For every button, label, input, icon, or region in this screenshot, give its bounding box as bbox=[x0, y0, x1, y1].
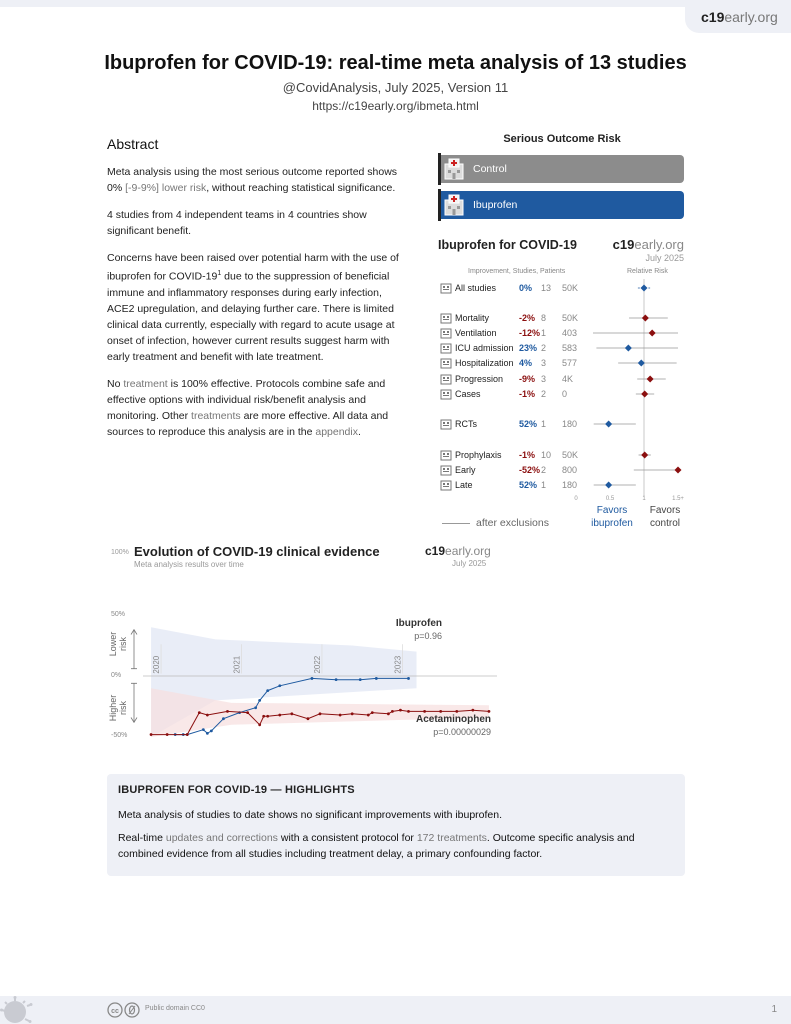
acetaminophen-point bbox=[150, 733, 153, 736]
forest-row-patients: 50K bbox=[562, 313, 579, 323]
year-label: 2023 bbox=[393, 655, 403, 674]
acetaminophen-point bbox=[423, 710, 426, 713]
serious-outcome-risk-chart bbox=[438, 133, 684, 211]
evolution-brand: c19early.org bbox=[425, 544, 491, 558]
effect-estimate-marker bbox=[649, 330, 656, 337]
forest-row-name: Cases bbox=[455, 389, 481, 399]
acetaminophen-point bbox=[198, 711, 201, 714]
ibuprofen-point bbox=[375, 677, 378, 680]
forest-row-name: Ventilation bbox=[455, 328, 497, 338]
forest-row-studies: 1 bbox=[541, 480, 547, 490]
acetaminophen-point bbox=[307, 717, 310, 720]
forest-row-improvement: -1% bbox=[519, 450, 536, 460]
effect-estimate-marker bbox=[625, 345, 632, 352]
acetaminophen-point bbox=[455, 710, 458, 713]
forest-row-improvement: 0% bbox=[519, 283, 533, 293]
acetaminophen-point bbox=[371, 711, 374, 714]
forest-row-improvement: 52% bbox=[519, 419, 538, 429]
ibuprofen-point bbox=[206, 732, 209, 735]
forest-row-patients: 180 bbox=[562, 419, 578, 429]
forest-plot bbox=[438, 236, 688, 536]
acetaminophen-point bbox=[367, 714, 370, 717]
higher-risk-label: Higher risk bbox=[108, 694, 128, 722]
y-tick-50: 50% bbox=[111, 611, 126, 618]
evolution-subtitle: Meta analysis results over time bbox=[134, 560, 244, 569]
abstract-paragraph-4: No treatment is 100% effective. Protocols combine safe and effective options with individual risk/benefit analysis and monitoring. Other treatments are more effective. All data and sources to reproduce this analysis are in the appendix. bbox=[107, 377, 389, 438]
treatments-count-link[interactable]: 172 treatments bbox=[416, 832, 487, 844]
hospital-icon bbox=[443, 194, 465, 216]
acetaminophen-point bbox=[399, 709, 402, 712]
ibuprofen-p-value: p=0.96 bbox=[414, 631, 442, 641]
acetaminophen-point bbox=[351, 712, 354, 715]
forest-row-studies: 13 bbox=[541, 283, 552, 293]
ibuprofen-point bbox=[407, 677, 410, 680]
forest-row-studies: 1 bbox=[541, 419, 547, 429]
footer bbox=[0, 996, 791, 1024]
acetaminophen-point bbox=[206, 714, 209, 717]
forest-row-studies: 2 bbox=[541, 465, 547, 475]
forest-row-patients: 180 bbox=[562, 480, 578, 490]
effect-estimate-marker bbox=[675, 467, 682, 474]
page-url[interactable]: https://c19early.org/ibmeta.html bbox=[312, 99, 479, 113]
effect-estimate-marker bbox=[647, 376, 654, 383]
forest-row-improvement: 4% bbox=[519, 358, 533, 368]
acetaminophen-p-value: p=0.00000029 bbox=[433, 727, 491, 737]
ibuprofen-point bbox=[335, 678, 338, 681]
favors-control-label: Favors control bbox=[649, 505, 681, 529]
forest-row-studies: 8 bbox=[541, 313, 547, 323]
highlights-paragraph-1: Meta analysis of studies to date shows no significant improvements with ibuprofen. bbox=[118, 809, 503, 821]
rr-axis-tick: 1 bbox=[642, 496, 646, 502]
effect-estimate-marker bbox=[605, 482, 612, 489]
forest-row-patients: 577 bbox=[562, 358, 578, 368]
forest-row-name: Late bbox=[455, 480, 473, 490]
effect-estimate-marker bbox=[605, 421, 612, 428]
acetaminophen-point bbox=[226, 710, 229, 713]
treatment-link[interactable]: treatment bbox=[123, 377, 168, 390]
forest-column-header: Improvement, Studies, Patients bbox=[468, 268, 566, 275]
byline: @CovidAnalysis, July 2025, Version 11 bbox=[282, 80, 509, 95]
y-tick-0: 0% bbox=[111, 672, 122, 679]
highlights-heading: IBUPROFEN FOR COVID-19 — HIGHLIGHTS bbox=[118, 784, 355, 796]
forest-row-name: Early bbox=[455, 465, 476, 475]
forest-row-improvement: 52% bbox=[519, 480, 538, 490]
ibuprofen-point bbox=[210, 730, 213, 733]
acetaminophen-point bbox=[319, 712, 322, 715]
forest-row-name: Progression bbox=[455, 374, 504, 384]
abstract-paragraph-2: 4 studies from 4 independent teams in 4 countries show significant benefit. bbox=[107, 209, 367, 237]
acetaminophen-point bbox=[246, 711, 249, 714]
ibuprofen-point bbox=[311, 677, 314, 680]
ibuprofen-point bbox=[202, 728, 205, 731]
relative-risk-header: Relative Risk bbox=[627, 268, 668, 275]
forest-row-improvement: -12% bbox=[519, 328, 541, 338]
license-text: Public domain CC0 bbox=[145, 1005, 205, 1012]
forest-row-name: Prophylaxis bbox=[455, 450, 502, 460]
forest-brand: c19early.org bbox=[612, 237, 684, 252]
abstract-heading: Abstract bbox=[107, 136, 159, 152]
treatments-link[interactable]: treatments bbox=[191, 409, 241, 422]
forest-row-improvement: -2% bbox=[519, 313, 536, 323]
acetaminophen-point bbox=[471, 709, 474, 712]
top-bar bbox=[0, 0, 791, 7]
control-bar bbox=[438, 155, 684, 183]
acetaminophen-point bbox=[278, 714, 281, 717]
acetaminophen-point bbox=[339, 714, 342, 717]
forest-row-patients: 50K bbox=[562, 450, 579, 460]
ibuprofen-label: Ibuprofen bbox=[473, 199, 518, 211]
acetaminophen-point bbox=[439, 710, 442, 713]
ibuprofen-point bbox=[278, 684, 281, 687]
ibuprofen-point bbox=[254, 706, 257, 709]
ibuprofen-bar bbox=[438, 191, 684, 219]
highlights-box bbox=[107, 774, 685, 876]
evolution-title: Evolution of COVID-19 clinical evidence bbox=[134, 544, 380, 559]
updates-link[interactable]: updates and corrections bbox=[165, 832, 278, 844]
highlights-paragraph-2: Real-time updates and corrections with a consistent protocol for 172 treatments. Outcome specific analysis and combined evidence from all studies including treatment delay, a primary confounding factor. bbox=[118, 832, 635, 860]
abstract-paragraph-3: Concerns have been raised over potential harm with the use of ibuprofen for COVID-$19^1$ due to the suppression of beneficial immune and inflammatory responses during early infection, ACE2 upregulation, and delaying further care. There is limited clinical data currently, especially with regard to acute usage at onset of infection, however current results suggest harm with early treatment and benefit with late treatment. bbox=[107, 252, 399, 363]
ibuprofen-series-label: Ibuprofen bbox=[395, 618, 442, 629]
year-label: 2020 bbox=[152, 655, 162, 674]
forest-row-patients: 50K bbox=[562, 283, 579, 293]
acetaminophen-point bbox=[262, 715, 265, 718]
rr-axis-tick: 0.5 bbox=[605, 496, 615, 502]
acetaminophen-point bbox=[166, 733, 169, 736]
acetaminophen-point bbox=[290, 712, 293, 715]
hospital-icon bbox=[443, 158, 465, 180]
ibuprofen-point bbox=[266, 689, 269, 692]
forest-row-name: All studies bbox=[455, 283, 497, 293]
abstract-paragraph-1: Meta analysis using the most serious outcome reported shows 0% [-9-9%] lower risk, without reaching statistical significance. bbox=[107, 166, 398, 194]
forest-date: July 2025 bbox=[645, 253, 684, 263]
serious-outcome-title: Serious Outcome Risk bbox=[503, 133, 621, 145]
forest-row-improvement: 23% bbox=[519, 343, 538, 353]
after-exclusions-legend: after exclusions bbox=[442, 517, 549, 529]
rr-axis-tick: 0 bbox=[574, 496, 578, 502]
ibuprofen-point bbox=[258, 699, 261, 702]
page-number: 1 bbox=[771, 1004, 777, 1015]
control-label: Control bbox=[473, 163, 507, 175]
forest-row-improvement: -9% bbox=[519, 374, 536, 384]
acetaminophen-point bbox=[387, 712, 390, 715]
forest-row-patients: 0 bbox=[562, 389, 568, 399]
acetaminophen-point bbox=[407, 710, 410, 713]
y-tick-minus-50: -50% bbox=[111, 732, 128, 739]
acetaminophen-series-label: Acetaminophen bbox=[415, 714, 491, 725]
forest-row-patients: 800 bbox=[562, 465, 578, 475]
citation-link[interactable]: 1 bbox=[217, 270, 222, 277]
evolution-100pct-label: 100% bbox=[111, 549, 129, 556]
forest-row-name: ICU admission bbox=[455, 343, 514, 353]
svg-text:cc: cc bbox=[111, 1008, 119, 1015]
forest-row-studies: 3 bbox=[541, 374, 547, 384]
year-label: 2021 bbox=[232, 655, 242, 674]
forest-row-studies: 2 bbox=[541, 389, 547, 399]
appendix-link[interactable]: appendix bbox=[315, 425, 358, 438]
acetaminophen-point bbox=[391, 710, 394, 713]
forest-row-patients: 403 bbox=[562, 328, 578, 338]
forest-row-studies: 2 bbox=[541, 343, 547, 353]
forest-row-improvement: -1% bbox=[519, 389, 536, 399]
forest-row-studies: 3 bbox=[541, 358, 547, 368]
evolution-date: July 2025 bbox=[452, 559, 487, 568]
effect-estimate-marker bbox=[641, 285, 648, 292]
evolution-chart bbox=[107, 540, 507, 760]
ibuprofen-point bbox=[222, 717, 225, 720]
acetaminophen-point bbox=[266, 715, 269, 718]
forest-row-studies: 1 bbox=[541, 328, 547, 338]
rr-axis-tick: 1.5+ bbox=[672, 496, 684, 502]
abstract-section bbox=[107, 136, 407, 451]
forest-plot-graphic bbox=[438, 236, 688, 536]
favors-ibuprofen-label: Favors ibuprofen bbox=[591, 505, 633, 529]
acetaminophen-point bbox=[488, 710, 491, 713]
effect-estimate-marker bbox=[641, 391, 648, 398]
forest-row-studies: 10 bbox=[541, 450, 552, 460]
brand-logo-text[interactable]: c19early.org bbox=[701, 9, 778, 25]
effect-estimate-marker bbox=[642, 315, 649, 322]
brand-tab[interactable] bbox=[685, 0, 791, 33]
ibuprofen-point bbox=[359, 678, 362, 681]
forest-plot-title: Ibuprofen for COVID-19 bbox=[438, 238, 577, 252]
forest-row-improvement: -52% bbox=[519, 465, 541, 475]
acetaminophen-point bbox=[258, 723, 261, 726]
higher-risk-arrow bbox=[131, 683, 137, 722]
forest-row-patients: 583 bbox=[562, 343, 578, 353]
forest-row-name: RCTs bbox=[455, 419, 477, 429]
lower-risk-label: Lower risk bbox=[108, 631, 128, 657]
lower-risk-arrow bbox=[131, 630, 137, 669]
forest-row-name: Hospitalization bbox=[455, 358, 514, 368]
virus-icon bbox=[0, 996, 50, 1024]
effect-estimate-marker bbox=[641, 452, 648, 459]
year-label: 2022 bbox=[312, 655, 322, 674]
creative-commons-icon bbox=[107, 1002, 141, 1018]
page-title: Ibuprofen for COVID-19: real-time meta analysis of 13 studies bbox=[104, 52, 687, 74]
forest-row-patients: 4K bbox=[562, 374, 574, 384]
forest-row-name: Mortality bbox=[455, 313, 490, 323]
acetaminophen-point bbox=[186, 733, 189, 736]
